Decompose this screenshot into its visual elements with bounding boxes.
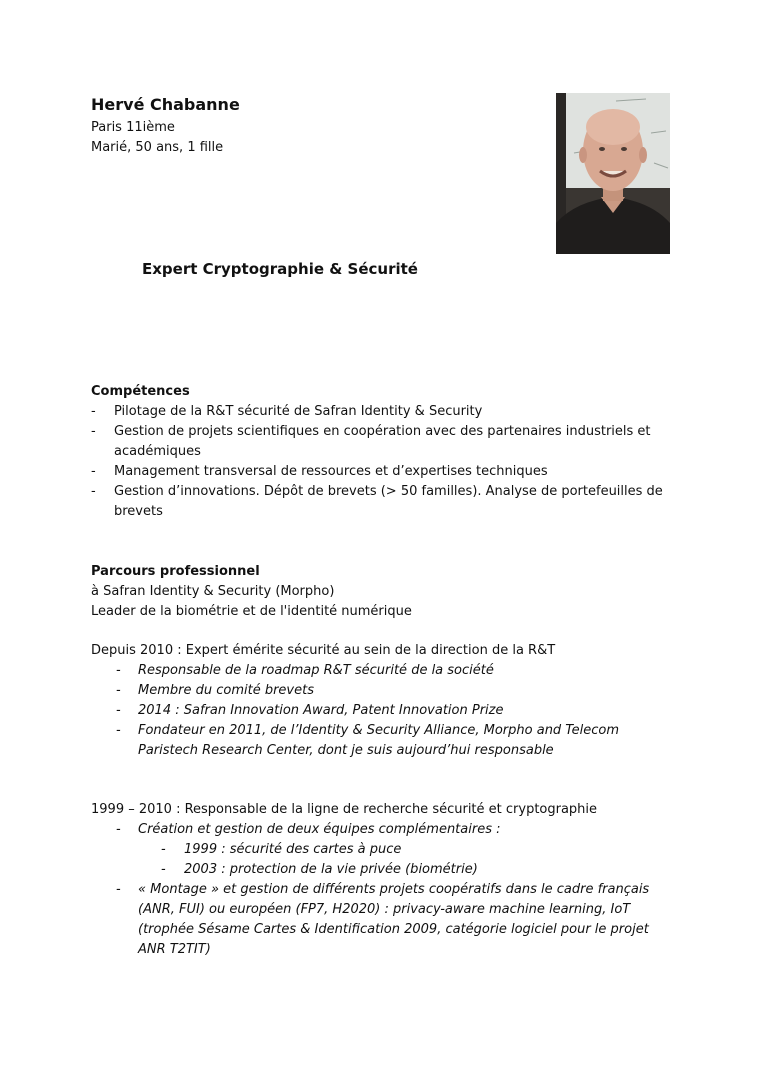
competence-item: - Pilotage de la R&T sécurité de Safran Identity & Security xyxy=(91,402,674,422)
parcours-heading: Parcours professionnel xyxy=(91,564,260,579)
period-2010-item: - Membre du comité brevets xyxy=(91,681,691,701)
period-2010-item: - Fondateur en 2011, de l’Identity & Security Alliance, Morpho and Telecom Paristech Research Center, dont je suis aujourd’hui responsable xyxy=(91,721,658,761)
period-1999-subitem: - 1999 : sécurité des cartes à puce xyxy=(91,840,691,860)
period-1999-list xyxy=(91,820,691,840)
competences-list xyxy=(91,402,691,522)
competence-item: - Gestion d’innovations. Dépôt de brevets (> 50 familles). Analyse de portefeuilles de brevets xyxy=(91,482,674,522)
competences-section xyxy=(91,382,691,522)
company-description: Leader de la biométrie et de l'identité numérique xyxy=(91,604,412,619)
profile-photo xyxy=(556,93,670,254)
person-location: Paris 11ième xyxy=(91,120,175,135)
period-2010-title: Depuis 2010 : Expert émérite sécurité au sein de la direction de la R&T xyxy=(91,643,556,658)
period-1999-subitem: - 2003 : protection de la vie privée (biométrie) xyxy=(91,860,691,880)
period-2010-block xyxy=(91,641,691,761)
period-2010-item: - Responsable de la roadmap R&T sécurité de la société xyxy=(91,661,691,681)
period-1999-item: - Création et gestion de deux équipes complémentaires : xyxy=(91,820,691,840)
professional-title: Expert Cryptographie & Sécurité xyxy=(142,260,418,278)
period-1999-block xyxy=(91,800,691,960)
period-1999-list-2 xyxy=(91,880,691,960)
period-1999-sublist xyxy=(91,840,691,880)
period-1999-title: 1999 – 2010 : Responsable de la ligne de recherche sécurité et cryptographie xyxy=(91,802,598,817)
period-2010-list xyxy=(91,661,691,761)
portrait-image xyxy=(556,93,670,254)
competence-item: - Gestion de projets scientifiques en coopération avec des partenaires industriels et académiques xyxy=(91,422,674,462)
parcours-section xyxy=(91,562,691,622)
period-1999-item: - « Montage » et gestion de différents projets coopératifs dans le cadre français (ANR, FUI) ou européen (FP7, H2020) : privacy-aware machine learning, IoT (trophée Sésame Cartes & Identification 2009, catégorie logiciel pour le projet ANR T2TIT) xyxy=(91,880,678,960)
person-status: Marié, 50 ans, 1 fille xyxy=(91,140,224,155)
competence-item: - Management transversal de ressources et d’expertises techniques xyxy=(91,462,674,482)
competences-heading: Compétences xyxy=(91,384,190,399)
period-2010-item: - 2014 : Safran Innovation Award, Patent Innovation Prize xyxy=(91,701,691,721)
company-name: à Safran Identity & Security (Morpho) xyxy=(91,584,335,599)
person-name: Hervé Chabanne xyxy=(91,95,240,114)
